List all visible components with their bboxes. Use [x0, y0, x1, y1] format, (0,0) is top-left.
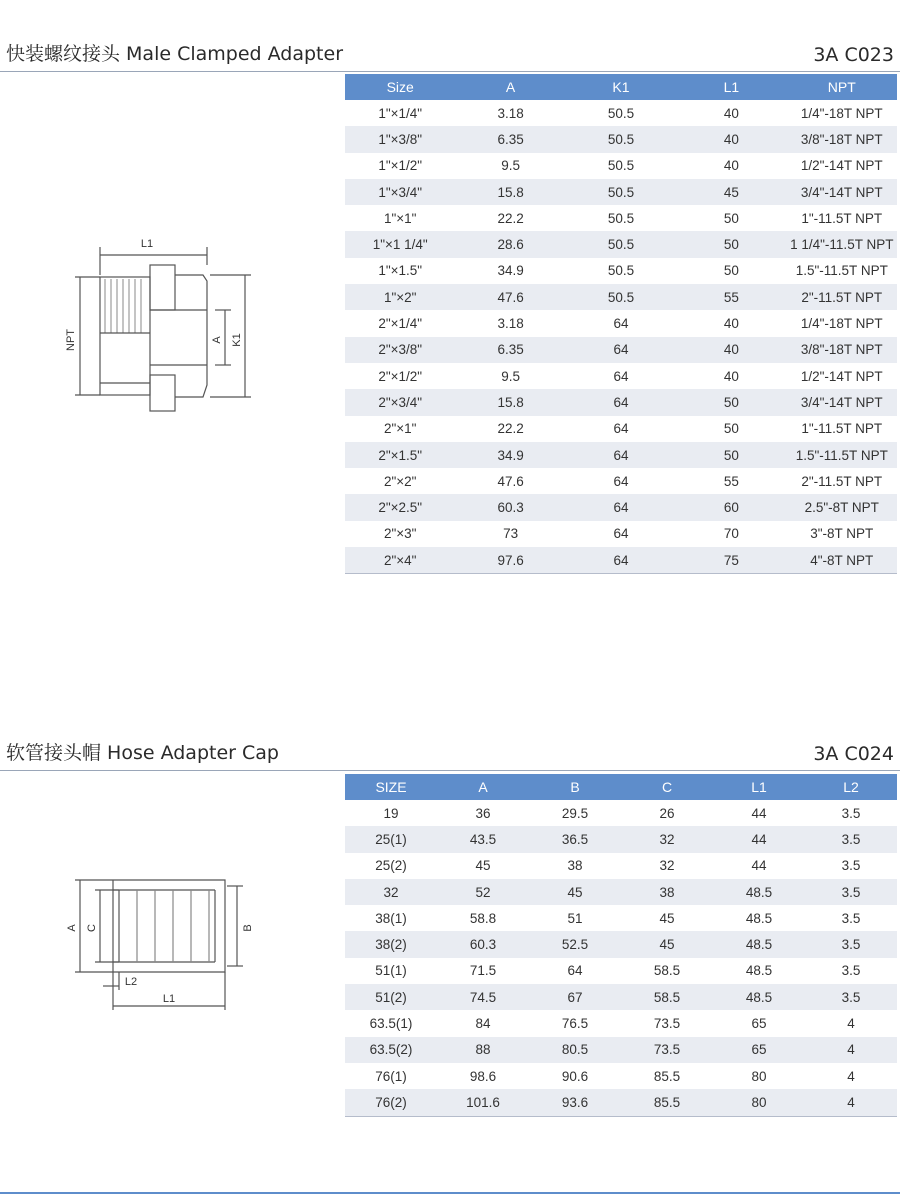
table-cell: 52	[437, 879, 529, 905]
table-cell: 64	[566, 389, 676, 415]
table-cell: 2"-11.5T NPT	[801, 473, 883, 489]
label-b: B	[242, 924, 254, 932]
table-cell: 15.8	[455, 389, 565, 415]
table-cell: 3.5	[841, 805, 861, 821]
table-cell: 93.6	[529, 1089, 621, 1116]
table-cell: 64	[613, 526, 629, 542]
table-row	[345, 153, 897, 179]
table-cell: 65	[713, 1037, 805, 1063]
table-cell: 2"×3/4"	[345, 389, 455, 415]
table-cell: 2"-11.5T NPT	[787, 284, 897, 310]
table-cell: 1/4"-18T NPT	[800, 316, 883, 332]
table-cell: 80	[713, 1089, 805, 1116]
table-cell: 3.18	[497, 316, 524, 332]
table-cell: 25(1)	[345, 826, 437, 852]
table-row	[345, 984, 897, 1010]
table-cell: 28.6	[455, 231, 565, 257]
table-cell: 50.5	[607, 210, 635, 226]
table-cell: 1"×1 1/4"	[345, 231, 455, 257]
table-cell: 1.5"-11.5T NPT	[787, 442, 897, 468]
table-row	[345, 310, 897, 336]
label-c: C	[86, 924, 98, 932]
table-cell: 51	[567, 910, 583, 926]
table-cell: 1"-11.5T NPT	[801, 210, 883, 226]
table-cell: 43.5	[437, 826, 529, 852]
table-cell: 45	[621, 931, 713, 957]
table-cell: 85.5	[621, 1089, 713, 1116]
table-cell: 4"-8T NPT	[787, 547, 897, 574]
table-cell: 73	[503, 526, 519, 542]
table-cell: 50.5	[607, 263, 635, 279]
table-cell: 60.3	[455, 494, 565, 520]
table-cell: 50	[676, 442, 786, 468]
table-cell: 15.8	[455, 179, 565, 205]
table-cell: 64	[566, 494, 676, 520]
table-cell: 1/2"-14T NPT	[800, 158, 883, 174]
table-cell: 64	[567, 963, 583, 979]
table-cell: 38(2)	[345, 931, 437, 957]
table-cell: 50.5	[566, 179, 676, 205]
label-l1: L1	[162, 993, 176, 1005]
table-cell: 2"×1.5"	[345, 442, 455, 468]
table-row	[345, 931, 897, 957]
table-cell: 2"×2.5"	[345, 494, 455, 520]
table-cell: 64	[613, 473, 629, 489]
table-cell: 60.3	[437, 931, 529, 957]
table-header-row	[345, 774, 897, 800]
table-cell: 64	[566, 337, 676, 363]
table-header-row	[345, 74, 897, 100]
table-cell: 51(1)	[375, 963, 407, 979]
table-cell: 29.5	[561, 805, 589, 821]
table-cell: 60	[676, 494, 786, 520]
product-code: 3A C024	[813, 743, 894, 765]
table-cell: 45	[676, 179, 786, 205]
table-row	[345, 494, 897, 520]
table-row	[345, 416, 897, 442]
table-row	[345, 521, 897, 547]
table-cell: 2"×3/8"	[345, 337, 455, 363]
table-cell: 40	[723, 368, 739, 384]
spec-table-c024	[345, 774, 897, 1117]
table-cell: 45	[529, 879, 621, 905]
table-cell: 73.5	[653, 1016, 681, 1032]
table-cell: 6.35	[455, 337, 565, 363]
table-row	[345, 1089, 897, 1116]
table-cell: 3.5	[841, 858, 861, 874]
table-row	[345, 547, 897, 574]
table-cell: 88	[437, 1037, 529, 1063]
header-rule	[0, 770, 900, 771]
table-cell: 1"×3/4"	[345, 179, 455, 205]
table-cell: 3.5	[805, 931, 897, 957]
spec-table-c023	[345, 74, 897, 574]
table-cell: 32	[659, 858, 675, 874]
column-header: B	[529, 774, 621, 800]
table-row	[345, 337, 897, 363]
table-cell: 25(2)	[375, 858, 407, 874]
table-cell: 32	[345, 879, 437, 905]
table-cell: 64	[613, 368, 629, 384]
table-cell: 2"×1"	[383, 421, 417, 437]
table-cell: 3.5	[805, 879, 897, 905]
table-cell: 76(2)	[345, 1089, 437, 1116]
table-cell: 76.5	[561, 1016, 589, 1032]
section-title: 快装螺纹接头 Male Clamped Adapter	[6, 43, 344, 65]
table-cell: 48.5	[713, 931, 805, 957]
table-row	[345, 389, 897, 415]
table-row	[345, 826, 897, 852]
table-cell: 40	[723, 158, 739, 174]
table-row	[345, 1010, 897, 1036]
table-cell: 50.5	[607, 105, 635, 121]
table-cell: 1"×3/8"	[345, 126, 455, 152]
table-cell: 1"×1/4"	[378, 105, 423, 121]
table-cell: 58.5	[653, 963, 681, 979]
label-l1: L1	[140, 238, 154, 250]
table-cell: 3.5	[805, 826, 897, 852]
male-clamped-adapter-drawing	[55, 225, 270, 425]
table-cell: 85.5	[653, 1068, 681, 1084]
column-header: L2	[805, 774, 897, 800]
table-cell: 9.5	[501, 158, 520, 174]
table-cell: 19	[383, 805, 399, 821]
table-row	[345, 1063, 897, 1089]
table-cell: 67	[529, 984, 621, 1010]
table-row	[345, 958, 897, 984]
column-header: K1	[566, 74, 676, 100]
table-cell: 51(2)	[345, 984, 437, 1010]
product-code: 3A C023	[813, 44, 894, 66]
page-bottom-rule	[0, 1192, 900, 1194]
table-cell: 74.5	[437, 984, 529, 1010]
table-row	[345, 258, 897, 284]
table-cell: 58.5	[621, 984, 713, 1010]
table-cell: 64	[613, 316, 629, 332]
table-cell: 3.5	[841, 963, 861, 979]
table-cell: 3.18	[497, 105, 524, 121]
table-cell: 50	[723, 263, 739, 279]
table-cell: 4	[847, 1068, 855, 1084]
table-cell: 22.2	[497, 210, 524, 226]
table-cell: 50	[676, 389, 786, 415]
table-cell: 50.5	[566, 126, 676, 152]
hose-adapter-cap-drawing	[55, 868, 260, 1018]
table-cell: 1"×1"	[383, 210, 417, 226]
table-row	[345, 363, 897, 389]
table-cell: 55	[676, 284, 786, 310]
table-cell: 1"×2"	[345, 284, 455, 310]
table-row	[345, 468, 897, 494]
section-header	[0, 731, 900, 771]
table-cell: 36.5	[529, 826, 621, 852]
section-title: 软管接头帽 Hose Adapter Cap	[6, 742, 279, 764]
table-cell: 2"×3"	[383, 526, 417, 542]
label-k1: K1	[231, 333, 243, 347]
table-cell: 22.2	[497, 421, 524, 437]
table-row	[345, 800, 897, 826]
table-cell: 1"×1/2"	[378, 158, 423, 174]
column-header: L1	[713, 774, 805, 800]
table-cell: 3/8"-18T NPT	[787, 337, 897, 363]
table-cell: 40	[723, 105, 739, 121]
table-cell: 64	[613, 421, 629, 437]
table-cell: 1"-11.5T NPT	[801, 421, 883, 437]
table-cell: 38	[621, 879, 713, 905]
table-cell: 2.5"-8T NPT	[787, 494, 897, 520]
table-cell: 71.5	[469, 963, 497, 979]
table-cell: 3.5	[805, 984, 897, 1010]
label-a: A	[66, 924, 78, 932]
section-header	[0, 32, 900, 72]
table-cell: 4	[847, 1016, 855, 1032]
table-cell: 48.5	[713, 984, 805, 1010]
table-row	[345, 905, 897, 931]
column-header: NPT	[787, 74, 897, 100]
table-cell: 4	[805, 1037, 897, 1063]
table-cell: 47.6	[455, 284, 565, 310]
table-cell: 64	[566, 547, 676, 574]
table-row	[345, 284, 897, 310]
table-row	[345, 126, 897, 152]
column-header: SIZE	[345, 774, 437, 800]
table-cell: 50.5	[566, 231, 676, 257]
table-cell: 1.5"-11.5T NPT	[795, 263, 888, 279]
table-cell: 36	[475, 805, 491, 821]
table-cell: 65	[751, 1016, 767, 1032]
table-cell: 90.6	[561, 1068, 589, 1084]
table-cell: 3"-8T NPT	[810, 526, 874, 542]
table-cell: 1/2"-14T NPT	[800, 368, 883, 384]
table-cell: 80.5	[529, 1037, 621, 1063]
table-cell: 3/8"-18T NPT	[787, 126, 897, 152]
table-cell: 44	[751, 805, 767, 821]
table-cell: 34.9	[455, 442, 565, 468]
table-cell: 3/4"-14T NPT	[787, 179, 897, 205]
table-cell: 75	[676, 547, 786, 574]
label-npt: NPT	[65, 329, 77, 351]
table-cell: 1 1/4"-11.5T NPT	[787, 231, 897, 257]
table-cell: 2"×2"	[383, 473, 417, 489]
table-cell: 2"×1/2"	[378, 368, 423, 384]
table-cell: 50.5	[607, 158, 635, 174]
table-row	[345, 231, 897, 257]
table-cell: 44	[751, 858, 767, 874]
table-cell: 80	[751, 1068, 767, 1084]
table-row	[345, 100, 897, 126]
table-cell: 9.5	[501, 368, 520, 384]
column-header: A	[455, 74, 565, 100]
table-row	[345, 205, 897, 231]
table-cell: 3/4"-14T NPT	[787, 389, 897, 415]
table-cell: 97.6	[455, 547, 565, 574]
table-cell: 63.5(1)	[369, 1016, 413, 1032]
label-l2: L2	[124, 976, 138, 988]
table-row	[345, 179, 897, 205]
table-cell: 70	[723, 526, 739, 542]
table-cell: 76(1)	[375, 1068, 407, 1084]
table-cell: 38	[567, 858, 583, 874]
table-cell: 1/4"-18T NPT	[800, 105, 883, 121]
table-cell: 38(1)	[375, 910, 407, 926]
table-cell: 48.5	[745, 963, 773, 979]
table-cell: 55	[723, 473, 739, 489]
table-cell: 58.8	[469, 910, 497, 926]
table-cell: 98.6	[469, 1068, 497, 1084]
table-cell: 40	[676, 126, 786, 152]
table-row	[345, 1037, 897, 1063]
table-row	[345, 879, 897, 905]
column-header: C	[621, 774, 713, 800]
table-cell: 50	[676, 231, 786, 257]
table-cell: 48.5	[713, 879, 805, 905]
table-cell: 2"×4"	[345, 547, 455, 574]
table-cell: 34.9	[497, 263, 524, 279]
table-cell: 50	[723, 421, 739, 437]
table-cell: 48.5	[745, 910, 773, 926]
table-row	[345, 853, 897, 879]
table-cell: 101.6	[437, 1089, 529, 1116]
table-cell: 63.5(2)	[345, 1037, 437, 1063]
table-cell: 32	[621, 826, 713, 852]
table-cell: 84	[475, 1016, 491, 1032]
table-cell: 1"×1.5"	[378, 263, 423, 279]
header-rule	[0, 71, 900, 72]
table-cell: 45	[659, 910, 675, 926]
table-cell: 45	[475, 858, 491, 874]
table-cell: 2"×1/4"	[378, 316, 423, 332]
column-header: Size	[345, 74, 455, 100]
table-cell: 73.5	[621, 1037, 713, 1063]
table-row	[345, 442, 897, 468]
column-header: L1	[676, 74, 786, 100]
label-a: A	[211, 336, 223, 344]
table-cell: 40	[723, 316, 739, 332]
table-cell: 64	[566, 442, 676, 468]
table-cell: 3.5	[841, 910, 861, 926]
table-cell: 44	[713, 826, 805, 852]
table-cell: 50	[723, 210, 739, 226]
column-header: A	[437, 774, 529, 800]
table-cell: 26	[659, 805, 675, 821]
table-cell: 40	[676, 337, 786, 363]
table-cell: 50.5	[566, 284, 676, 310]
table-cell: 4	[805, 1089, 897, 1116]
table-cell: 52.5	[529, 931, 621, 957]
table-cell: 47.6	[497, 473, 524, 489]
table-cell: 6.35	[455, 126, 565, 152]
